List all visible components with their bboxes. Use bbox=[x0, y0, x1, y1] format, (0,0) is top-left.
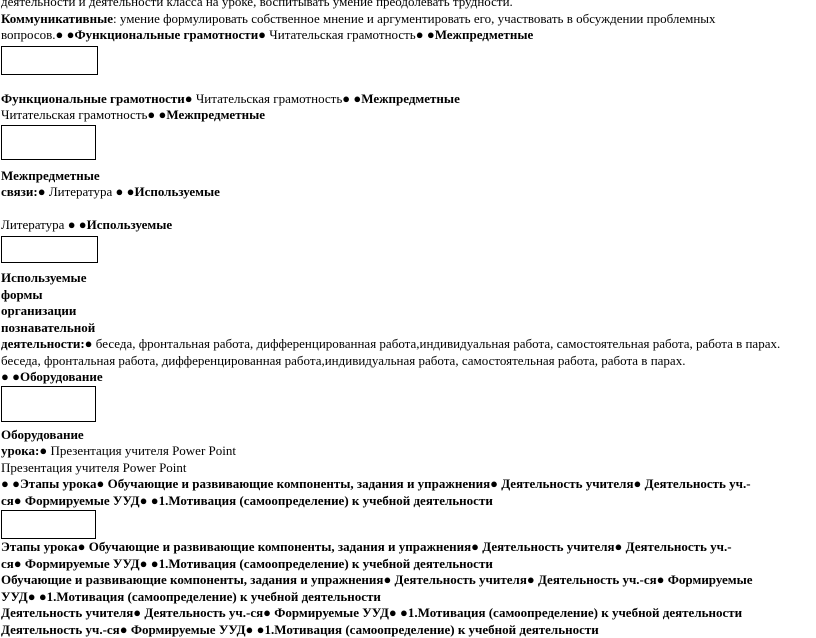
text: Читательская грамотность● ● bbox=[1, 107, 166, 122]
text: Литература ● ● bbox=[49, 184, 135, 199]
text: Презентация учителя Power Point bbox=[50, 443, 236, 458]
label: урока:● bbox=[1, 443, 50, 458]
label: связи:● bbox=[1, 184, 49, 199]
empty-table-cell bbox=[1, 510, 96, 539]
text-line bbox=[1, 27, 813, 44]
spacer bbox=[1, 201, 813, 217]
empty-table-cell bbox=[1, 236, 98, 263]
text-line: Презентация учителя Power Point bbox=[1, 460, 813, 477]
text-line: Деятельность учителя● Деятельность уч.-ся● Формируемые УУД● ●1.Мотивация (самоопределение) к учебной деятельности bbox=[1, 605, 813, 622]
text: : умение формулировать собственное мнение и аргументировать его, участвовать в обсуждении проблемных bbox=[113, 11, 716, 26]
text: ● ● bbox=[1, 369, 20, 384]
empty-table-cell bbox=[1, 386, 96, 422]
text-line bbox=[1, 443, 813, 460]
label: Используемые bbox=[87, 217, 172, 232]
text-line bbox=[1, 91, 813, 108]
text-line: формы bbox=[1, 287, 813, 304]
text-line: деятельности и деятельности класса на уроке, воспитывать умение преодолевать трудности. bbox=[1, 0, 813, 11]
text: Читательская грамотность● ● bbox=[196, 91, 361, 106]
label: Межпредметные bbox=[361, 91, 460, 106]
text-line: Обучающие и развивающие компоненты, задания и упражнения● Деятельность учителя● Деятельность уч.-ся● Формируемые bbox=[1, 572, 813, 589]
text-line: беседа, фронтальная работа, дифференцированная работа,индивидуальная работа, самостоятельная работа, работа в парах. bbox=[1, 353, 813, 370]
text-line bbox=[1, 107, 813, 124]
text: беседа, фронтальная работа, дифференцированная работа,индивидуальная работа, самостоятельная работа, работа в парах. bbox=[96, 336, 780, 351]
text-line bbox=[1, 217, 813, 234]
label: деятельности:● bbox=[1, 336, 96, 351]
empty-table-cell bbox=[1, 46, 98, 75]
text-line: Используемые bbox=[1, 270, 813, 287]
text-line: ся● Формируемые УУД● ●1.Мотивация (самоопределение) к учебной деятельности bbox=[1, 493, 813, 510]
text-line bbox=[1, 369, 813, 386]
text-line: Этапы урока● Обучающие и развивающие компоненты, задания и упражнения● Деятельность учителя● Деятельность уч.- bbox=[1, 539, 813, 556]
label-communicative: Коммуникативные bbox=[1, 11, 113, 26]
text-line: Оборудование bbox=[1, 427, 813, 444]
empty-table-cell bbox=[1, 125, 96, 160]
text-line bbox=[1, 184, 813, 201]
label: Межпредметные bbox=[435, 27, 534, 42]
text-line: УУД● ●1.Мотивация (самоопределение) к учебной деятельности bbox=[1, 589, 813, 606]
text: Читательская грамотность● ● bbox=[269, 27, 434, 42]
label: Функциональные грамотности● bbox=[1, 91, 196, 106]
text: вопросов.● ● bbox=[1, 27, 74, 42]
text-line bbox=[1, 336, 813, 353]
text-line: Деятельность уч.-ся● Формируемые УУД● ●1.Мотивация (самоопределение) к учебной деятельности bbox=[1, 622, 813, 638]
text-line: познавательной bbox=[1, 320, 813, 337]
document-body bbox=[1, 0, 813, 638]
label: Используемые bbox=[134, 184, 219, 199]
label: Оборудование bbox=[20, 369, 103, 384]
text-line bbox=[1, 11, 813, 28]
text: Литература ● ● bbox=[1, 217, 87, 232]
text-line: Межпредметные bbox=[1, 168, 813, 185]
label: Функциональные грамотности● bbox=[74, 27, 269, 42]
text-line: ся● Формируемые УУД● ●1.Мотивация (самоопределение) к учебной деятельности bbox=[1, 556, 813, 573]
text-line: организации bbox=[1, 303, 813, 320]
text-line: ● ●Этапы урока● Обучающие и развивающие компоненты, задания и упражнения● Деятельность учителя● Деятельность уч.- bbox=[1, 476, 813, 493]
label: Межпредметные bbox=[166, 107, 265, 122]
